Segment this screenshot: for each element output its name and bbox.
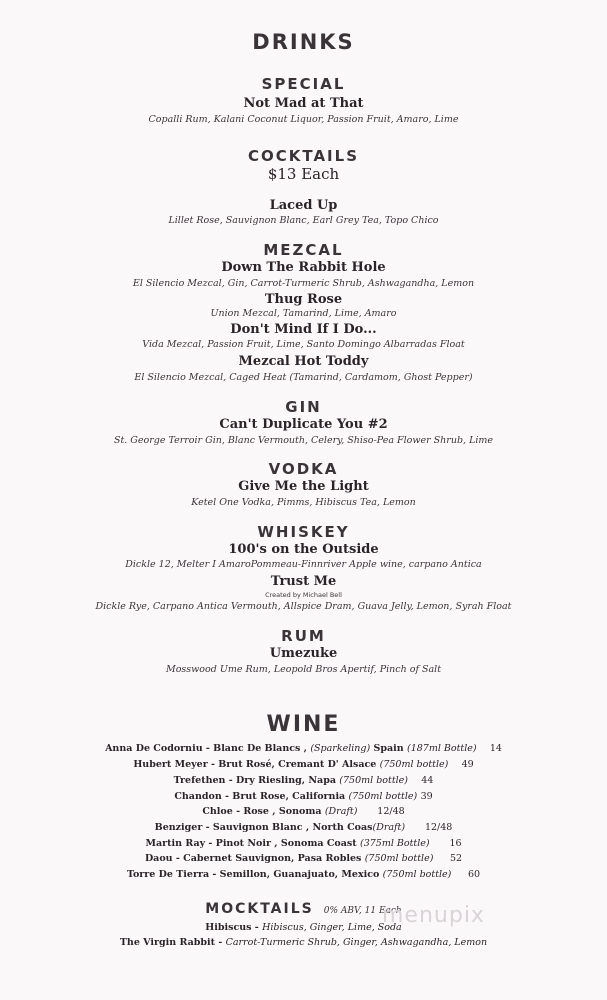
wine-item: Martin Ray - Pinot Noir , Sonoma Coast (375ml Bottle) 16 [145, 838, 462, 849]
drink-description: Lillet Rose, Sauvignon Blanc, Earl Grey Tea, Topo Chico [168, 215, 439, 226]
drink-description: St. George Terroir Gin, Blanc Vermouth, Celery, Shiso-Pea Flower Shrub, Lime [113, 435, 494, 446]
drink-name: Don't Mind If I Do... [230, 322, 377, 337]
drink-name: Thug Rose [264, 292, 343, 307]
wine-item: Chloe - Rose , Sonoma (Draft) 12/48 [202, 806, 405, 817]
drink-description: El Silencio Mezcal, Caged Heat (Tamarind, Cardamom, Ghost Pepper) [134, 372, 473, 383]
mocktail-item: The Virgin Rabbit - Carrot-Turmeric Shrub, Ginger, Ashwagandha, Lemon [119, 937, 488, 948]
drink-credit: Created by Michael Bell [265, 591, 342, 599]
drink-description: Dickle 12, Melter I AmaroPommeau-Finnriver Apple wine, carpano Antica [125, 559, 482, 570]
drink-description: Copalli Rum, Kalani Coconut Liquor, Passion Fruit, Amaro, Lime [148, 114, 459, 125]
wine-price: 60 [467, 869, 481, 880]
drink-description: Vida Mezcal, Passion Fruit, Lime, Santo Domingo Albarradas Float [142, 339, 465, 350]
section-heading-rum: RUM [281, 627, 326, 645]
drink-name: Trust Me [270, 574, 337, 589]
drink-description: Union Mezcal, Tamarind, Lime, Amaro [210, 308, 397, 319]
wine-item: Torre De Tierra - Semillon, Guanajuato, Mexico (750ml bottle) 60 [126, 869, 481, 880]
section-heading-special: SPECIAL [261, 75, 346, 93]
page-title: DRINKS [252, 30, 355, 54]
wine-item: Daou - Cabernet Sauvignon, Pasa Robles (750ml bottle) 52 [144, 853, 463, 864]
wine-price: 49 [461, 759, 474, 770]
drink-name: Not Mad at That [243, 96, 364, 111]
section-heading-mezcal: MEZCAL [263, 241, 344, 259]
drink-name: Can't Duplicate You #2 [219, 417, 388, 432]
section-heading-mocktails: MOCKTAILS [205, 901, 314, 917]
drink-name: Give Me the Light [238, 479, 369, 494]
section-heading-gin: GIN [285, 398, 322, 416]
wine-price: 39 [420, 791, 433, 802]
drink-name: 100's on the Outside [228, 542, 379, 557]
drink-description: El Silencio Mezcal, Gin, Carrot-Turmeric Shrub, Ashwagandha, Lemon [132, 278, 475, 289]
wine-item: Benziger - Sauvignon Blanc , North Coas(Draft) 12/48 [154, 822, 453, 833]
wine-price: 14 [489, 743, 502, 754]
mocktails-header [0, 898, 607, 917]
drink-description: Dickle Rye, Carpano Antica Vermouth, Allspice Dram, Guava Jelly, Lemon, Syrah Float [95, 601, 512, 612]
drink-description: Mosswood Ume Rum, Leopold Bros Apertif, Pinch of Salt [165, 664, 442, 675]
wine-price: 16 [449, 838, 462, 849]
wine-item: Hubert Meyer - Brut Rosé, Cremant D' Alsace (750ml bottle) 49 [133, 759, 474, 770]
section-heading-cocktails: COCKTAILS [247, 147, 359, 165]
wine-item: Anna De Codorniu - Blanc De Blancs , (Sparkeling) Spain (187ml Bottle) 14 [105, 743, 502, 754]
wine-price: 12/48 [424, 822, 453, 833]
drink-description: Ketel One Vodka, Pimms, Hibiscus Tea, Lemon [191, 497, 416, 508]
cocktails-price: $13 Each [267, 165, 340, 183]
drink-name: Down The Rabbit Hole [221, 260, 386, 275]
wine-price: 52 [449, 853, 463, 864]
mocktails-note: 0% ABV, 11 Each [323, 906, 402, 916]
menupix-watermark: menupix [382, 903, 485, 928]
wine-price: 12/48 [377, 806, 405, 817]
wine-item: Trefethen - Dry Riesling, Napa (750ml bottle) 44 [173, 775, 434, 786]
section-heading-wine: WINE [266, 712, 341, 737]
section-heading-vodka: VODKA [268, 460, 339, 478]
drink-name: Mezcal Hot Toddy [238, 354, 369, 369]
wine-item: Chandon - Brut Rose, California (750ml bottle) 39 [174, 791, 433, 802]
section-heading-whiskey: WHISKEY [257, 523, 350, 541]
mocktail-item: Hibiscus - Hibiscus, Ginger, Lime, Soda [205, 922, 402, 933]
drink-name: Laced Up [269, 198, 338, 213]
drink-name: Umezuke [269, 646, 338, 661]
wine-price: 44 [421, 775, 434, 786]
